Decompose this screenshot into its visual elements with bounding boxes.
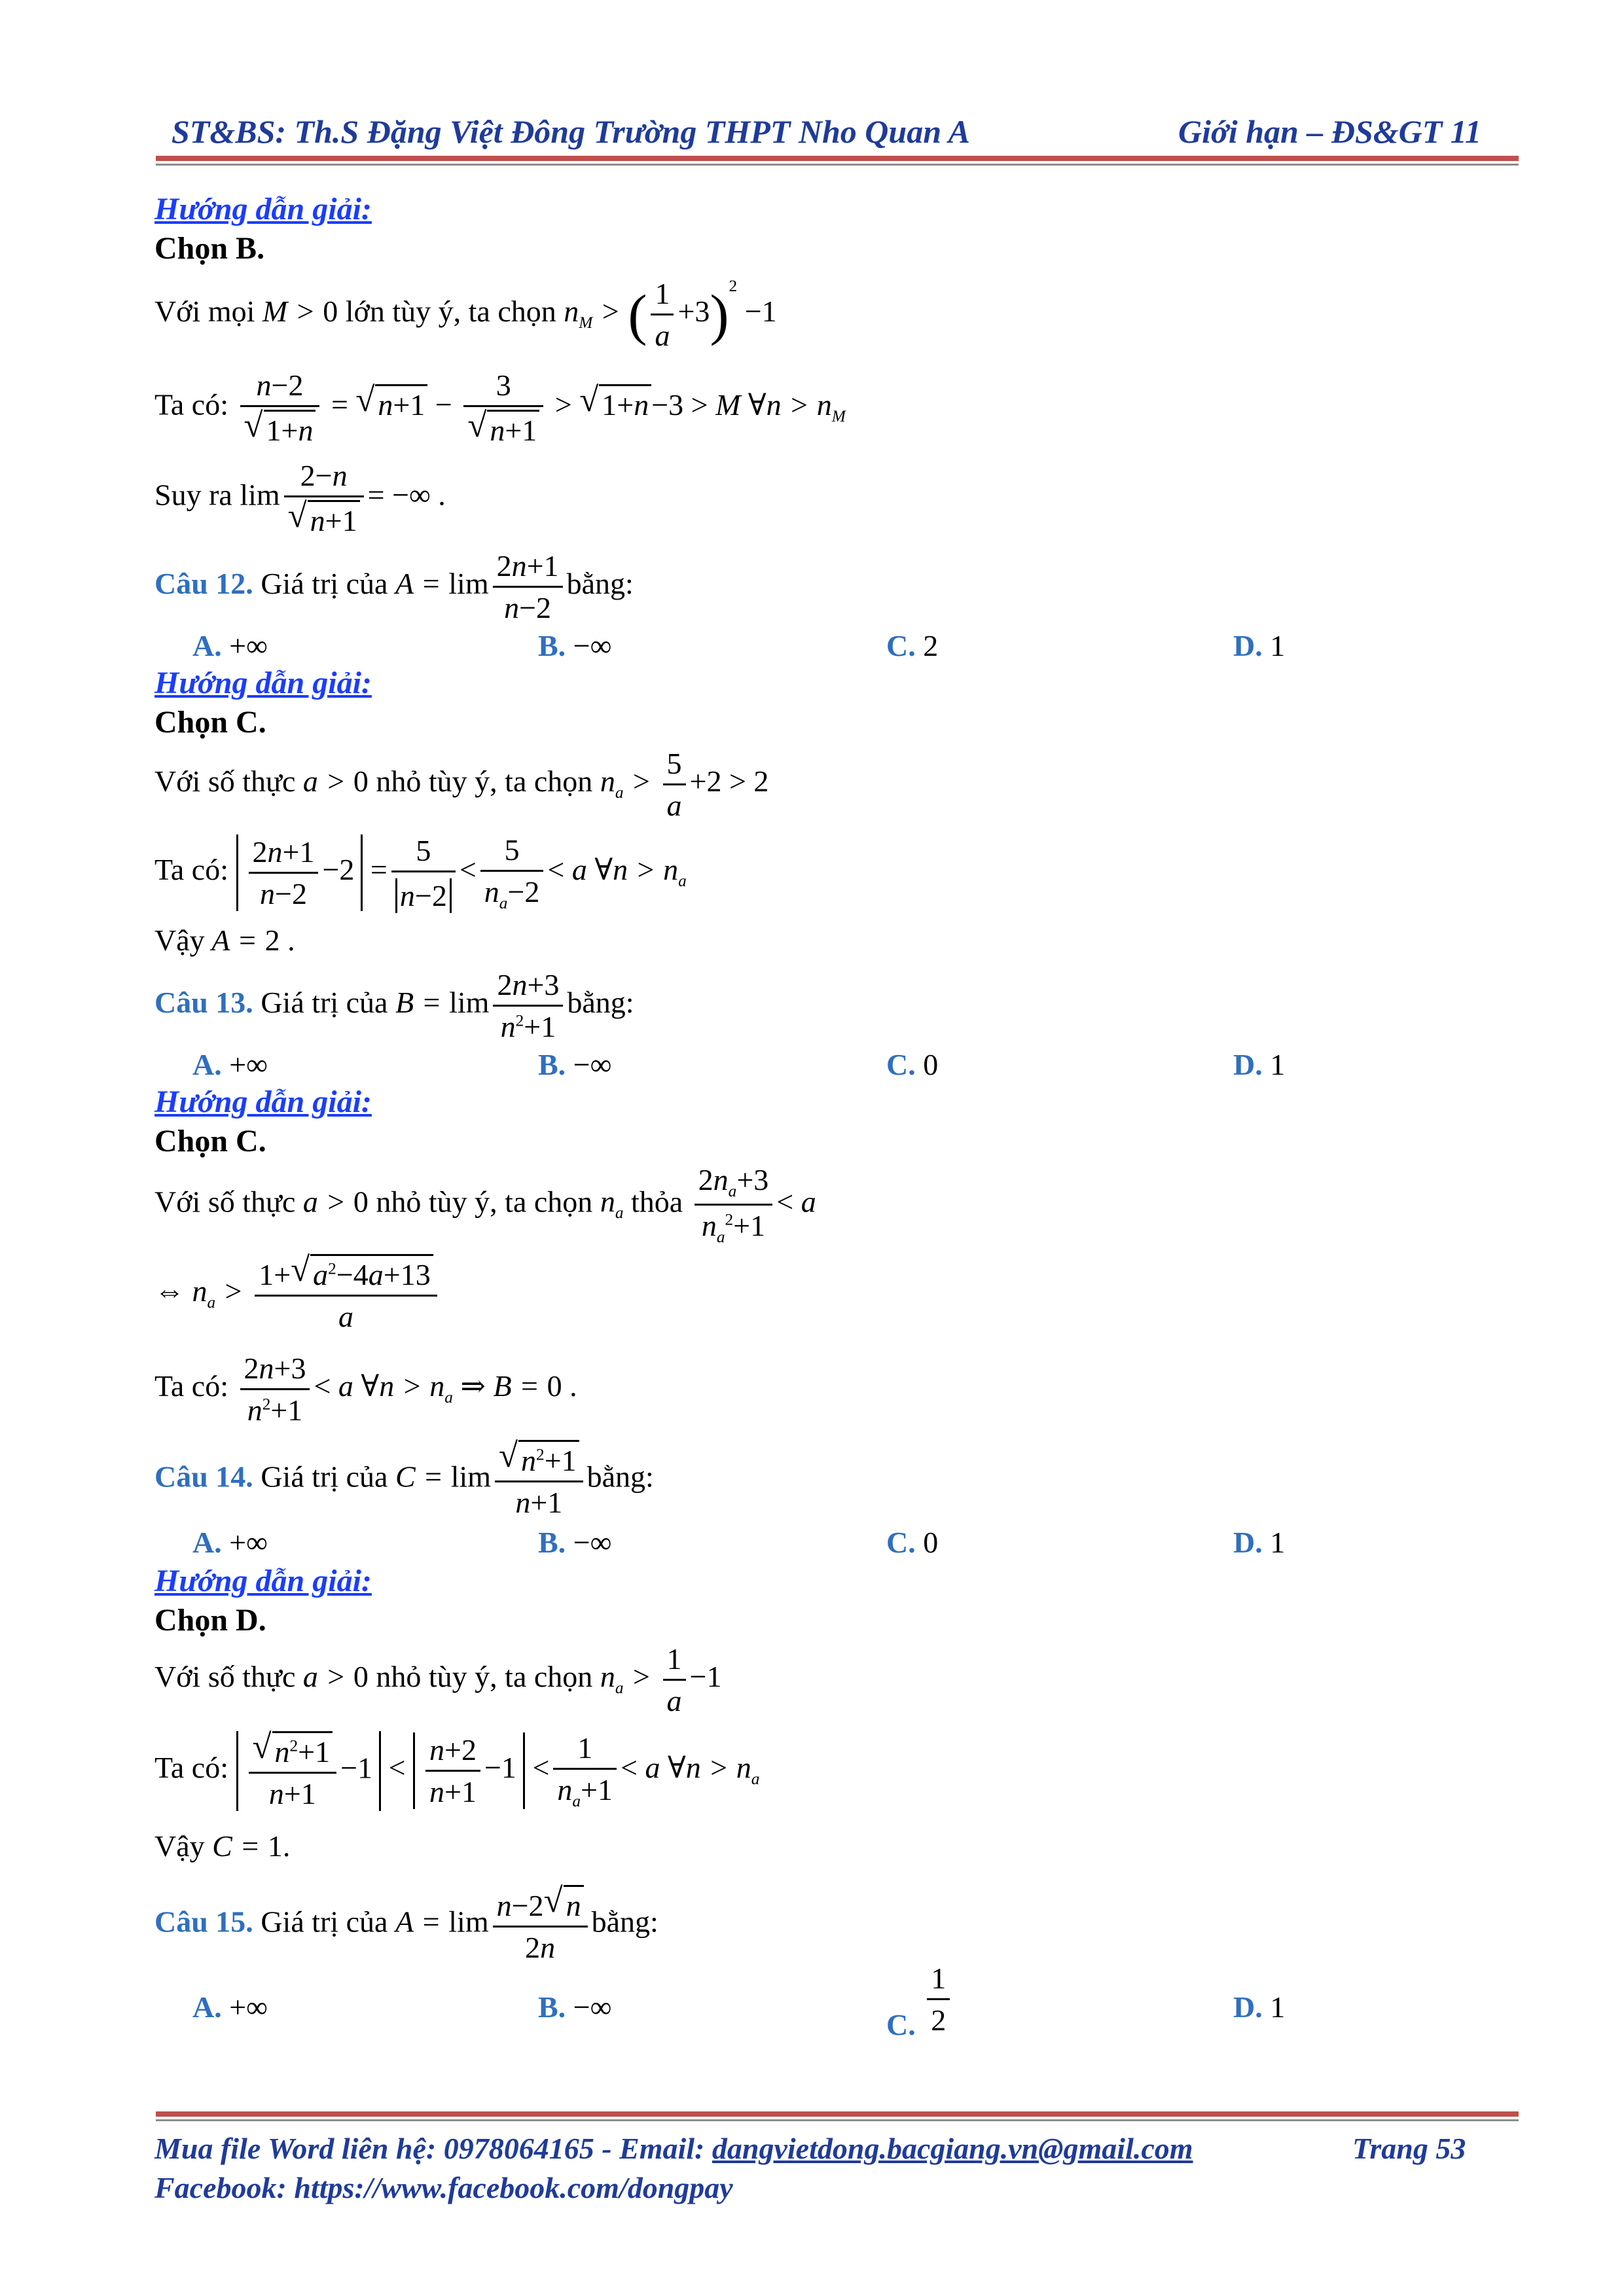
solution-line: ⇔ $n_a$ > $\frac{1+√ a^2-4a+13}{a}$ [154, 1254, 441, 1334]
option-b[interactable]: B. −∞ [538, 1990, 612, 2024]
option-b[interactable]: B. −∞ [538, 629, 612, 662]
question-13: Câu 13. Giá trị của B = lim $\frac{2n+3}{n^2+1}$ bằng: [154, 968, 634, 1043]
option-d[interactable]: D. 1 [1233, 629, 1286, 662]
option-c[interactable]: C. 0 [886, 1526, 939, 1559]
header-rule-thin [156, 164, 1519, 166]
guide-heading: Hướng dẫn giải: [154, 1564, 372, 1598]
page-number: Trang 53 [1352, 2132, 1466, 2165]
option-c[interactable]: C. 2 [886, 629, 939, 662]
guide-heading: Hướng dẫn giải: [154, 1085, 372, 1119]
option-a[interactable]: A. +∞ [192, 629, 268, 662]
solution-line: Ta có: $\frac{2n+1}{n-2}$ −2 = $\frac{5}{n-2}$ < $\frac{5}{n_a-2}$ < a ∀n > $n_a$ [154, 833, 687, 913]
question-14: Câu 14. Giá trị của C = lim √ $\frac{n^2+1}{n+1}$ bằng: [154, 1440, 654, 1520]
option-d[interactable]: D. 1 [1233, 1990, 1286, 2024]
option-c[interactable]: C. 0 [886, 1048, 939, 1081]
option-d[interactable]: D. 1 [1233, 1048, 1286, 1081]
solution-line: Với số thực a > 0 nhỏ tùy ý, ta chọn $n_a$ > $\frac{5}{a}$ +2 > 2 [154, 747, 769, 822]
solution-line: Với mọi M > 0 lớn tùy ý, ta chọn $n_M$ > ( $\frac{1}{a}$ +3)$^2$ −1 [154, 276, 777, 352]
option-b[interactable]: B. −∞ [538, 1048, 612, 1081]
footer-email-link[interactable]: dangvietdong.bacgiang.vn@gmail.com [712, 2132, 1193, 2165]
solution-line: Ta có: n−2 √ 1+n = √ n+1 − 3 √ n+1 > √ 1+n−3 > M ∀n > $n_M$ [154, 368, 846, 448]
option-a[interactable]: A. +∞ [192, 1526, 268, 1559]
guide-heading: Hướng dẫn giải: [154, 666, 372, 700]
answer-choice: Chọn D. [154, 1603, 266, 1638]
question-15: Câu 15. Giá trị của A = lim $\frac{n-2√ n}{2n}$ bằng: [154, 1885, 659, 1965]
option-d[interactable]: D. 1 [1233, 1526, 1286, 1559]
header-rule [156, 156, 1519, 161]
footer-facebook: Facebook: https://www.facebook.com/dongpay [154, 2171, 733, 2204]
solution-line: Vậy C = 1. [154, 1829, 291, 1863]
footer-contact: Mua file Word liên hệ: 0978064165 - Email: dangvietdong.bacgiang.vn@gmail.com [154, 2132, 1193, 2165]
option-a[interactable]: A. +∞ [192, 1990, 268, 2024]
answer-choice: Chọn B. [154, 231, 265, 266]
header-left: ST&BS: Th.S Đặng Việt Đông Trường THPT Nho Quan A [171, 113, 970, 150]
footer-rule [156, 2111, 1519, 2117]
solution-line: Ta có: $\frac{2n+3}{n^2+1}$ < a ∀n > $n_a$ ⇒ B = 0 . [154, 1352, 577, 1427]
solution-line: Với số thực a > 0 nhỏ tùy ý, ta chọn $n_a$ > $\frac{1}{a}$ −1 [154, 1642, 722, 1717]
header-right: Giới hạn – ĐS&GT 11 [1178, 113, 1482, 150]
option-c[interactable]: C. $\frac{1}{2}$ [886, 1961, 954, 2037]
answer-choice: Chọn C. [154, 1124, 266, 1158]
solution-line: Với số thực a > 0 nhỏ tùy ý, ta chọn $n_a$ thỏa $\frac{2n_a+3}{n_a^2+1}$ < a [154, 1163, 816, 1247]
answer-choice: Chọn C. [154, 705, 266, 740]
option-a[interactable]: A. +∞ [192, 1048, 268, 1081]
solution-line: Suy ra lim 2−n √ n+1 = −∞ . [154, 458, 446, 538]
solution-line: Ta có: √ $\frac{n^2+1}{n+1}$ −1 < $\frac{n+2}{n+1}$ −1 < $\frac{1}{n_a+1}$ < a ∀n > $n_a$ [154, 1731, 759, 1811]
footer-rule-thin [156, 2119, 1519, 2121]
guide-heading: Hướng dẫn giải: [154, 192, 372, 226]
option-b[interactable]: B. −∞ [538, 1526, 612, 1559]
solution-line: Vậy A = 2 . [154, 924, 295, 957]
question-12: Câu 12. Giá trị của A = lim $\frac{2n+1}{n-2}$ bằng: [154, 549, 634, 624]
